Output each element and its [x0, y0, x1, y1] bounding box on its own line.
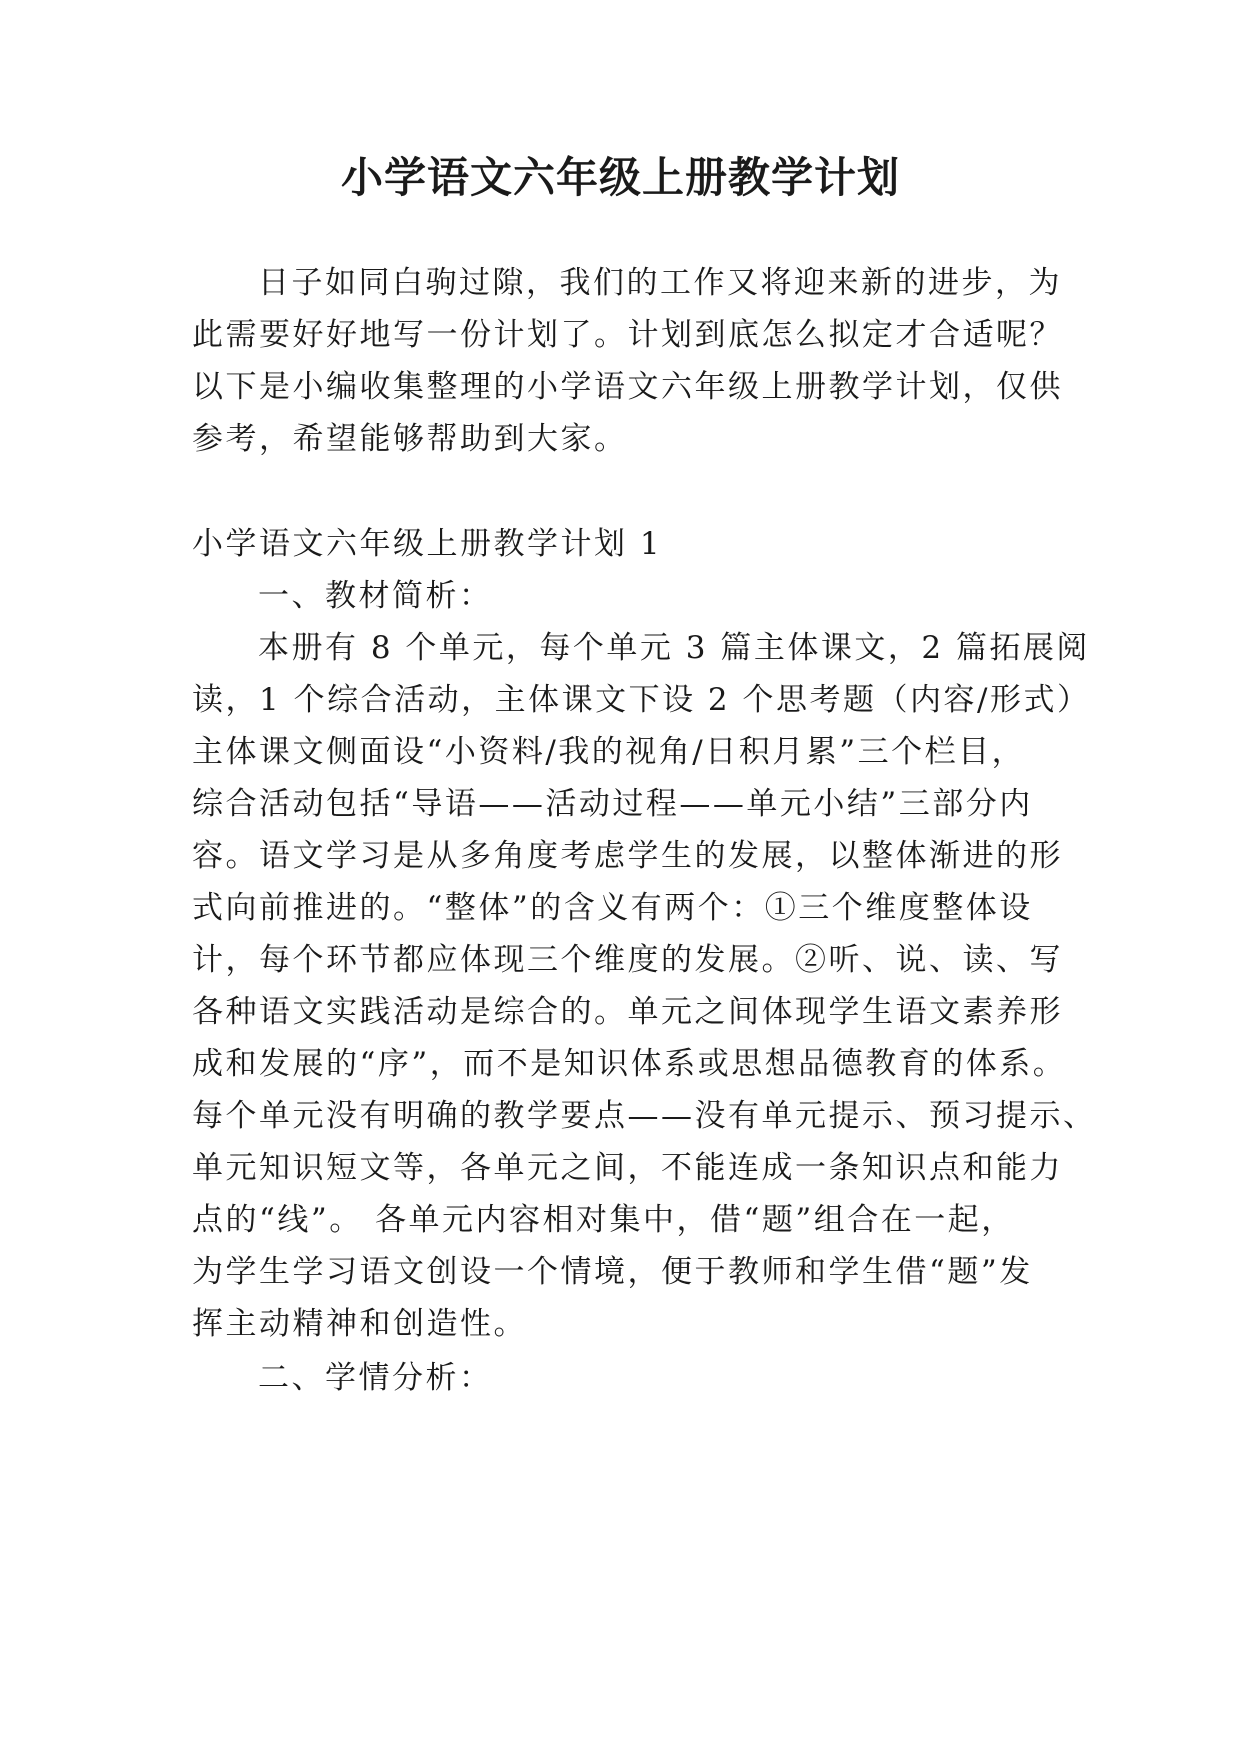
body-line: 主体课文侧面设“小资料/我的视角/日积月累”三个栏目， — [192, 734, 1026, 770]
body-line: 容。语文学习是从多角度考虑学生的发展，以整体渐进的形 — [192, 838, 1063, 874]
body-line: 点的“线”。 各单元内容相对集中，借“题”组合在一起， — [192, 1202, 1015, 1238]
body-line: 为学生学习语文创设一个情境，便于教师和学生借“题”发 — [192, 1254, 1033, 1290]
body-line: 每个单元没有明确的教学要点——没有单元提示、预习提示、 — [192, 1098, 1097, 1134]
subsection-heading: 二、学情分析： — [258, 1360, 493, 1396]
body-line: 式向前推进的。“整体”的含义有两个：①三个维度整体设 — [192, 890, 1033, 926]
subsection-heading: 一、教材简析： — [258, 578, 493, 614]
document-title: 小学语文六年级上册教学计划 — [340, 153, 900, 202]
body-line: 综合活动包括“导语——活动过程——单元小结”三部分内 — [192, 786, 1033, 822]
intro-line: 参考，希望能够帮助到大家。 — [192, 421, 628, 457]
intro-line: 日子如同白驹过隙，我们的工作又将迎来新的进步，为 — [258, 265, 1062, 301]
body-line: 各种语文实践活动是综合的。单元之间体现学生语文素养形 — [192, 994, 1063, 1030]
body-line: 本册有 8 个单元，每个单元 3 篇主体课文，2 篇拓展阅 — [258, 630, 1090, 666]
intro-line: 此需要好好地写一份计划了。计划到底怎么拟定才合适呢？ — [192, 317, 1063, 353]
body-line: 挥主动精神和创造性。 — [192, 1306, 527, 1342]
body-line: 单元知识短文等，各单元之间，不能连成一条知识点和能力 — [192, 1150, 1063, 1186]
body-line: 读，1 个综合活动，主体课文下设 2 个思考题（内容/形式） — [192, 682, 1091, 718]
body-line: 成和发展的“序”，而不是知识体系或思想品德教育的体系。 — [192, 1046, 1067, 1082]
intro-line: 以下是小编收集整理的小学语文六年级上册教学计划，仅供 — [192, 369, 1063, 405]
body-line: 计，每个环节都应体现三个维度的发展。②听、说、读、写 — [192, 942, 1063, 978]
section-heading: 小学语文六年级上册教学计划 1 — [192, 526, 663, 562]
